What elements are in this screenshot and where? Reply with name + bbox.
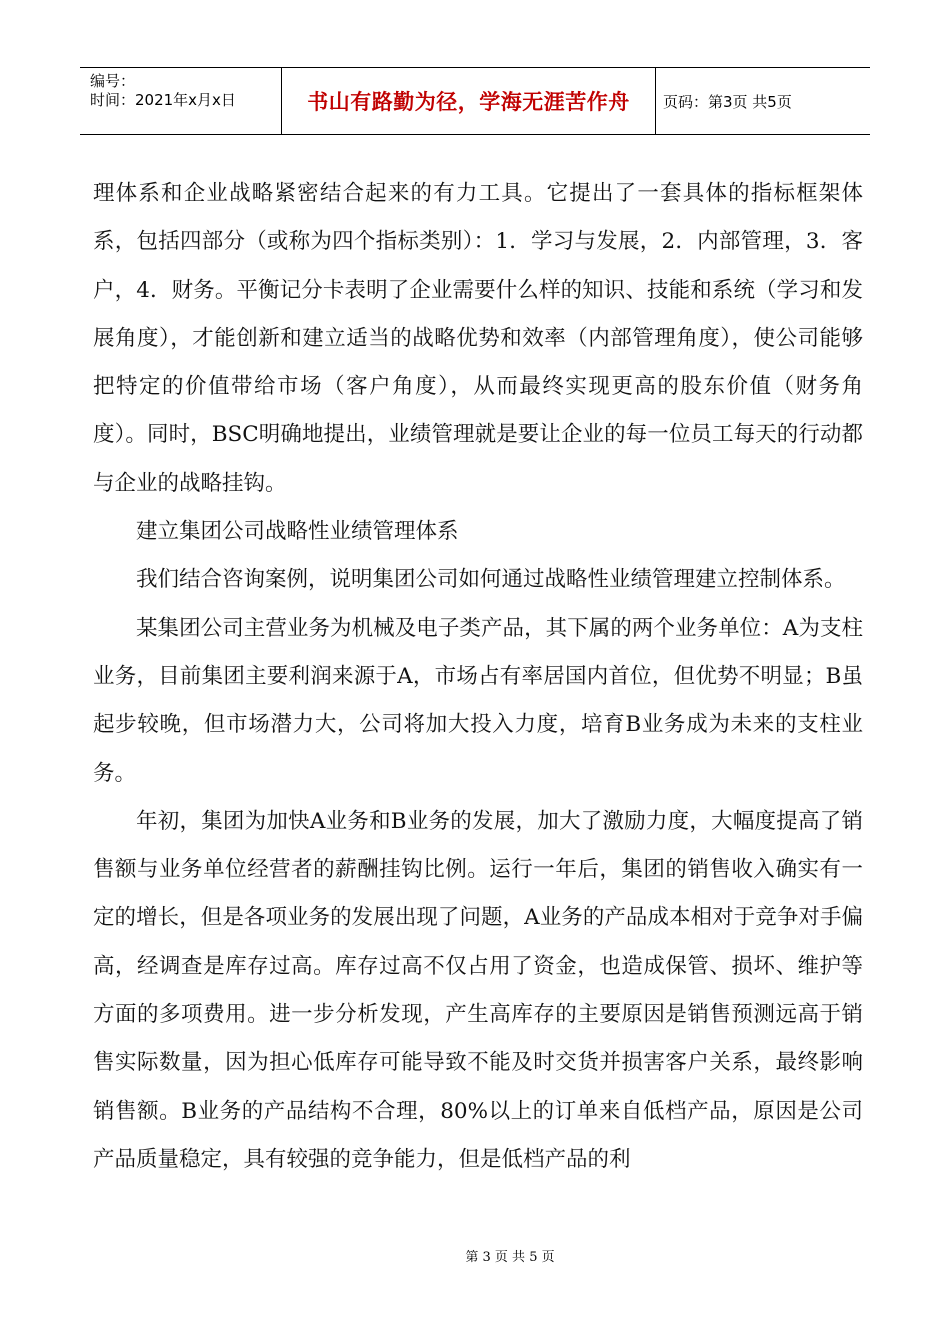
footer-page-number: 第 3 页 共 5 页 [465, 1250, 555, 1265]
paragraph-continued: 理体系和企业战略紧密结合起来的有力工具。它提出了一套具体的指标框架体系，包括四部分（或称为四个指标类别）：1．学习与发展，2．内部管理，3．客户，4．财务。平衡记分卡表明了企业需要什么样的知识、技能和系统（学习和发展角度），才能创新和建立适当的战略优势和效率（内部管理角度），使公司能够把特定的价值带给市场（客户角度），从而最终实现更高的股东价值（财务角度）。同时，BSC明确地提出，业绩管理就是要让企业的每一位员工每天的行动都与企业的战略挂钩。 [93, 181, 863, 496]
header-meta [80, 68, 282, 134]
paragraph: 我们结合咨询案例，说明集团公司如何通过战略性业绩管理建立控制体系。 [136, 567, 846, 593]
paragraph: 年初，集团为加快A业务和B业务的发展，加大了激励力度，大幅度提高了销售额与业务单位经营者的薪酬挂钩比例。运行一年后，集团的销售收入确实有一定的增长，但是各项业务的发展出现了问题，A业务的产品成本相对于竞争对手偏高，经调查是库存过高。库存过高不仅占用了资金，也造成保管、损坏、维护等方面的多项费用。进一步分析发现，产生高库存的主要原因是销售预测远高于销售实际数量，因为担心低库存可能导致不能及时交货并损害客户关系，最终影响销售额。B业务的产品结构不合理，80%以上的订单来自低档产品，原因是公司产品质量稳定，具有较强的竞争能力，但是低档产品的利 [93, 808, 863, 1172]
document-body [93, 170, 863, 1184]
header-page-info: 页码：第3页 共5页 [663, 92, 792, 111]
section-heading: 建立集团公司战略性业绩管理体系 [136, 519, 459, 545]
page-header [80, 67, 870, 135]
paragraph: 某集团公司主营业务为机械及电子类产品，其下属的两个业务单位：A为支柱业务，目前集团主要利润来源于A，市场占有率居国内首位，但优势不明显；B虽起步较晚，但市场潜力大，公司将加大投入力度，培育B业务成为未来的支柱业务。 [93, 615, 863, 786]
header-motto: 书山有路勤为径，学海无涯苦作舟 [282, 68, 656, 134]
page-footer [0, 1246, 950, 1265]
number-label: 编号： [90, 72, 136, 90]
time-label: 时间：2021年x月x日 [90, 91, 236, 109]
